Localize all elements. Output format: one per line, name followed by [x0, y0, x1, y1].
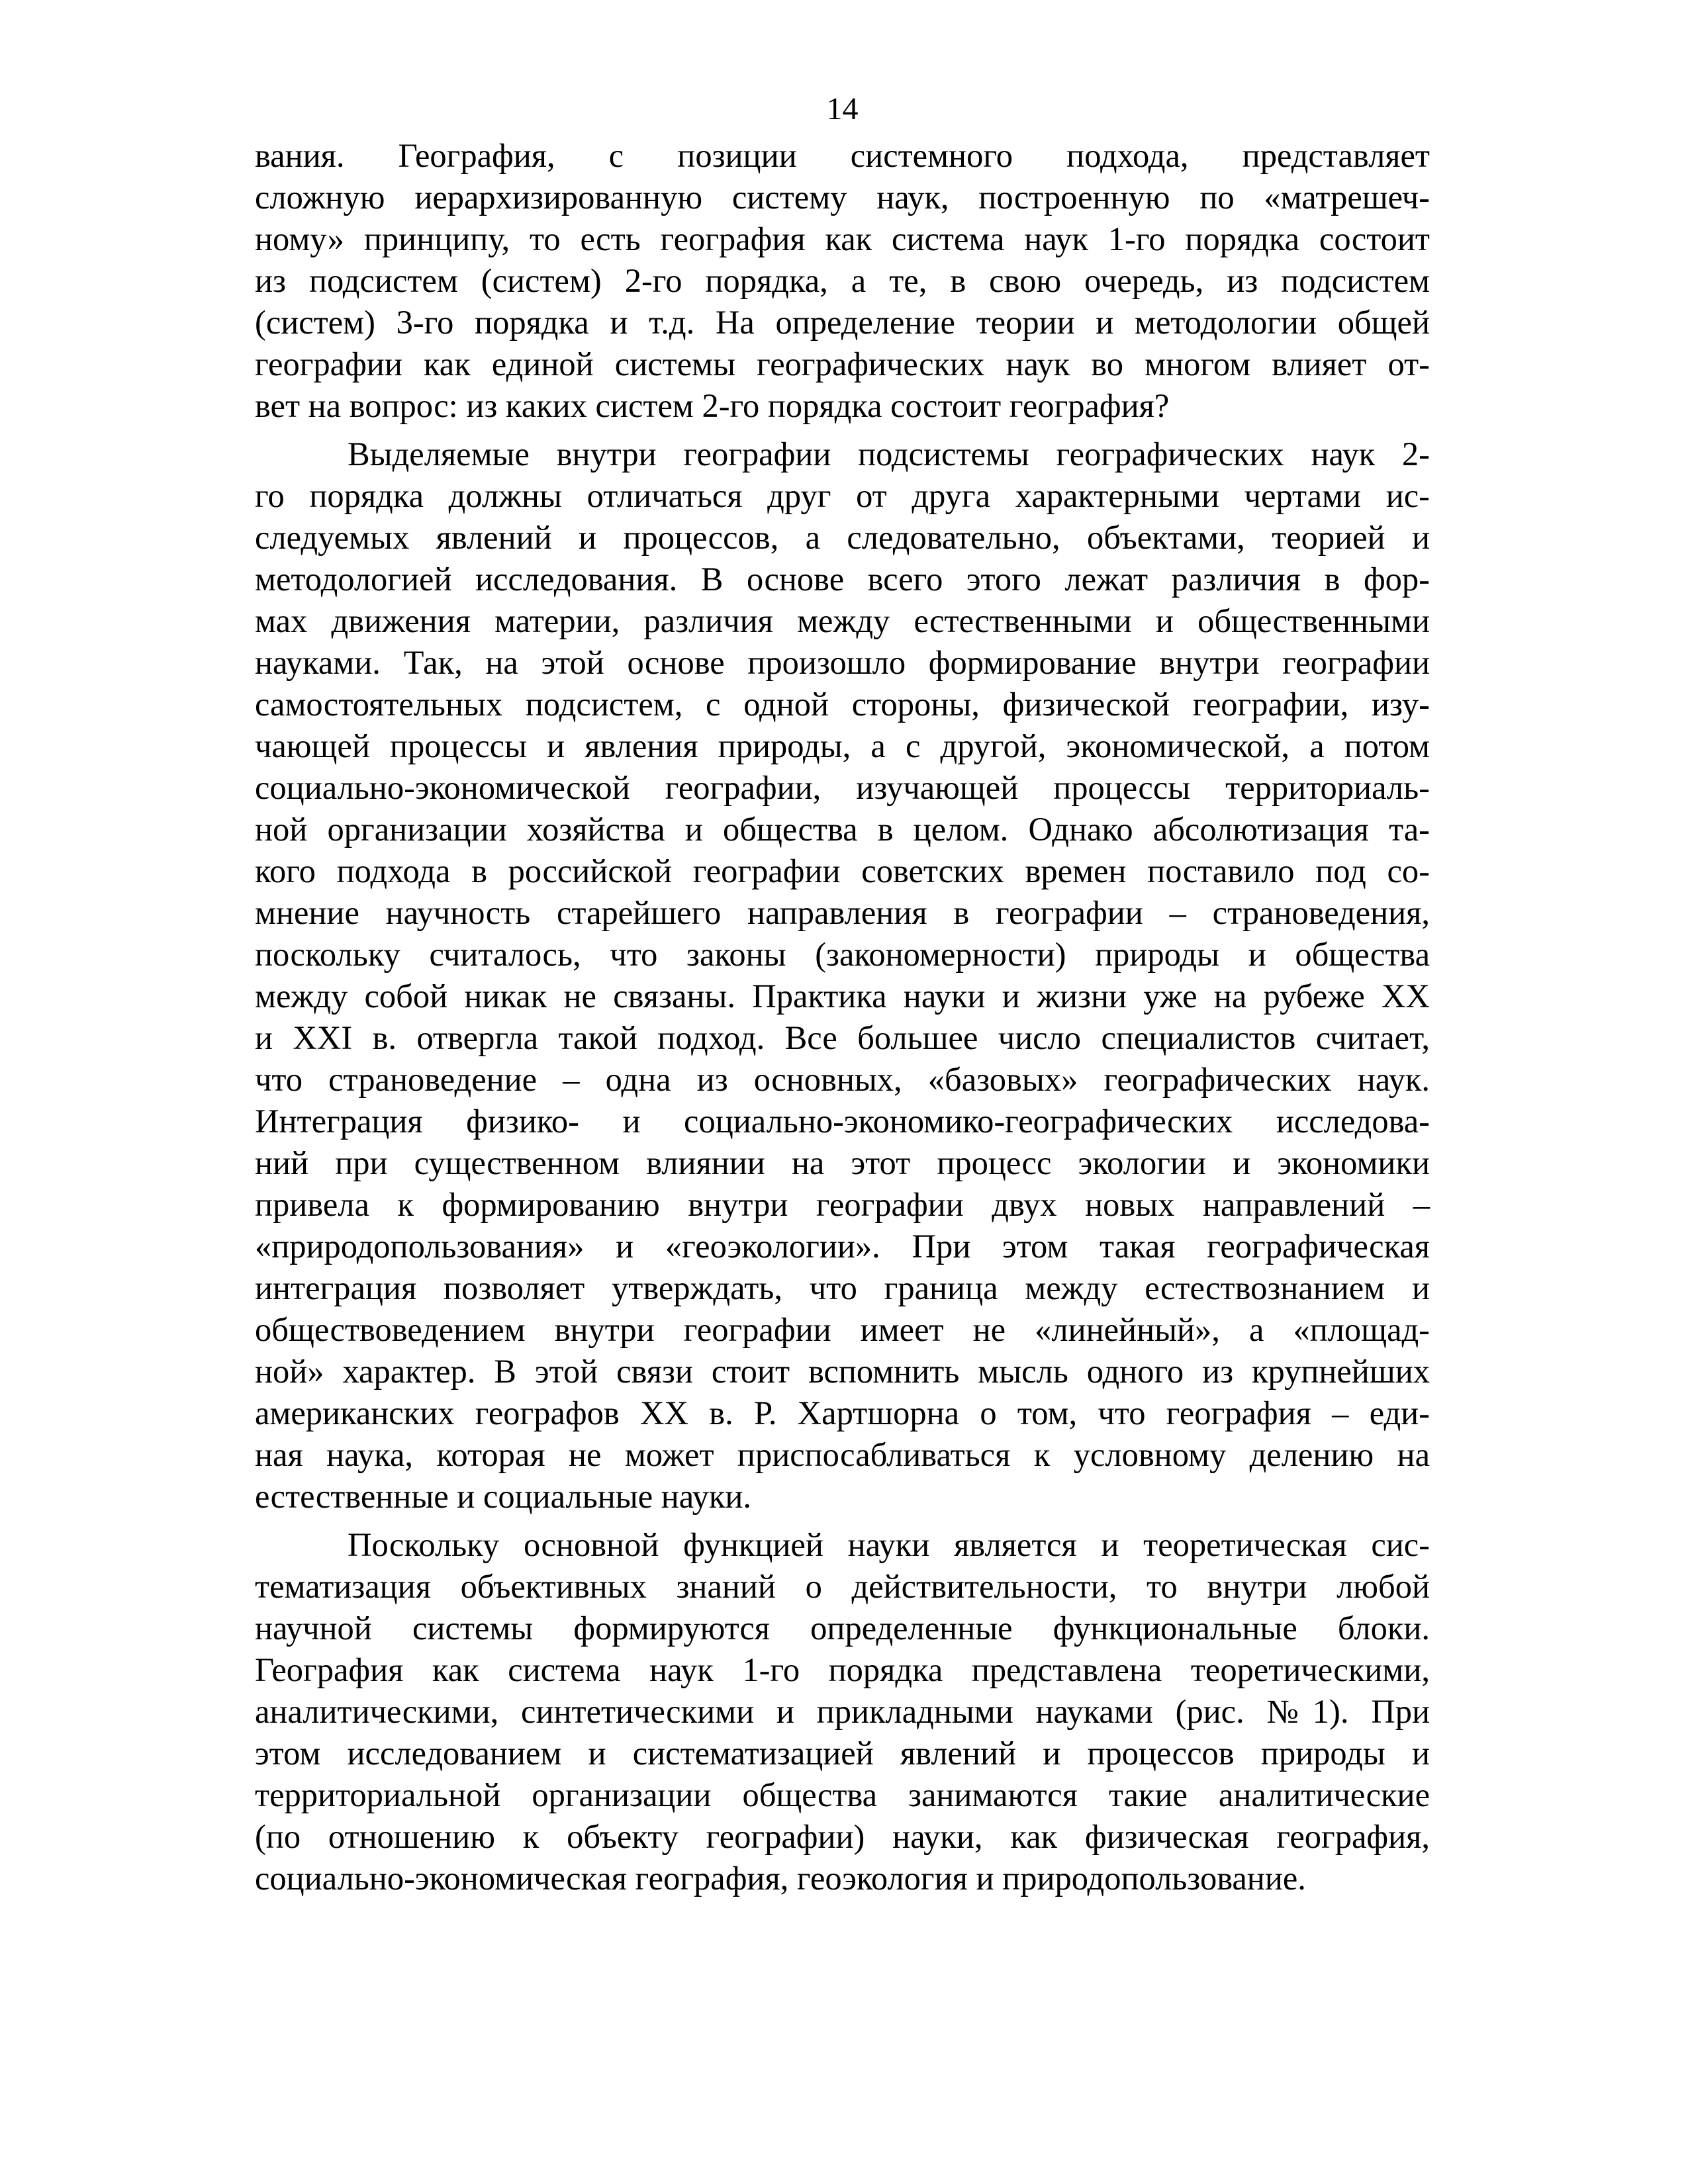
text-line: (по отношению к объекту географии) науки, как физическая география, [255, 1818, 1430, 1855]
text-line: (систем) 3-го порядка и т.д. На определение теории и методологии общей [255, 304, 1430, 341]
text-line: Поскольку основной функцией науки является и теоретическая сис- [348, 1526, 1430, 1563]
text-line: и XXI в. отвергла такой подход. Все большее число специалистов считает, [255, 1019, 1430, 1056]
text-line: мах движения материи, различия между естественными и общественными [255, 602, 1430, 639]
text-line: ной» характер. В этой связи стоит вспомнить мысль одного из крупнейших [255, 1353, 1430, 1390]
text-line: самостоятельных подсистем, с одной стороны, физической географии, изу- [255, 686, 1430, 723]
text-line: между собой никак не связаны. Практика науки и жизни уже на рубеже XX [255, 978, 1430, 1015]
text-line: кого подхода в российской географии советских времен поставило под со- [255, 852, 1430, 889]
text-line: вет на вопрос: из каких систем 2-го порядка состоит география? [255, 387, 1170, 424]
text-line: из подсистем (систем) 2-го порядка, а те, в свою очередь, из подсистем [255, 262, 1430, 299]
text-line: привела к формированию внутри географии двух новых направлений – [255, 1186, 1430, 1223]
text-line: го порядка должны отличаться друг от друга характерными чертами ис- [255, 477, 1430, 514]
text-line: что страноведение – одна из основных, «базовых» географических наук. [255, 1061, 1430, 1098]
text-line: мнение научность старейшего направления в географии – страноведения, [255, 894, 1430, 931]
text-line: американских географов XX в. Р. Хартшорна о том, что география – еди- [255, 1394, 1430, 1432]
text-line: этом исследованием и систематизацией явлений и процессов природы и [255, 1735, 1430, 1772]
text-line: естественные и социальные науки. [255, 1478, 752, 1515]
text-line: научной системы формируются определенные функциональные блоки. [255, 1610, 1430, 1647]
text-line: методологией исследования. В основе всего этого лежат различия в фор- [255, 561, 1430, 598]
text-line: чающей процессы и явления природы, а с другой, экономической, а потом [255, 727, 1430, 764]
text-line: аналитическими, синтетическими и прикладными науками (рис. №1). При [255, 1693, 1430, 1730]
page-number: 14 [826, 91, 859, 126]
text-line: ная наука, которая не может приспосабливаться к условному делению на [255, 1436, 1430, 1473]
paragraph-3 [255, 1524, 1430, 1899]
text-line: ному» принципу, то есть география как система наук 1-го порядка состоит [255, 220, 1430, 257]
text-line: ной организации хозяйства и общества в целом. Однако абсолютизация та- [255, 811, 1430, 848]
paragraph-2 [255, 433, 1430, 1518]
text-line: территориальной организации общества занимаются такие аналитические [255, 1776, 1430, 1813]
text-line: сложную иерархизированную систему наук, построенную по «матрешеч- [255, 179, 1430, 216]
text-line: География как система наук 1-го порядка представлена теоретическими, [255, 1651, 1430, 1688]
text-line: «природопользования» и «геоэкологии». При этом такая географическая [255, 1228, 1430, 1265]
text-line: поскольку считалось, что законы (закономерности) природы и общества [255, 936, 1430, 973]
text-line: обществоведением внутри географии имеет не «линейный», а «площад- [255, 1311, 1430, 1348]
text-line: вания. География, с позиции системного подхода, представляет [255, 137, 1430, 174]
text-line: социально-экономической географии, изучающей процессы территориаль- [255, 769, 1430, 806]
text-line: науками. Так, на этой основе произошло формирование внутри географии [255, 644, 1430, 681]
text-line: интеграция позволяет утверждать, что граница между естествознанием и [255, 1269, 1430, 1306]
text-line: географии как единой системы географических наук во многом влияет от- [255, 345, 1430, 383]
paragraph-1 [255, 135, 1430, 427]
text-line: Интеграция физико- и социально-экономико-географических исследова- [255, 1103, 1430, 1140]
document-page [255, 86, 1430, 1906]
text-line: Выделяемые внутри географии подсистемы географических наук 2- [348, 435, 1430, 473]
text-line: следуемых явлений и процессов, а следовательно, объектами, теорией и [255, 519, 1430, 556]
text-line: тематизация объективных знаний о действительности, то внутри любой [255, 1568, 1430, 1605]
text-line: ний при существенном влиянии на этот процесс экологии и экономики [255, 1144, 1430, 1181]
text-line: социально-экономическая география, геоэкология и природопользование. [255, 1860, 1306, 1897]
